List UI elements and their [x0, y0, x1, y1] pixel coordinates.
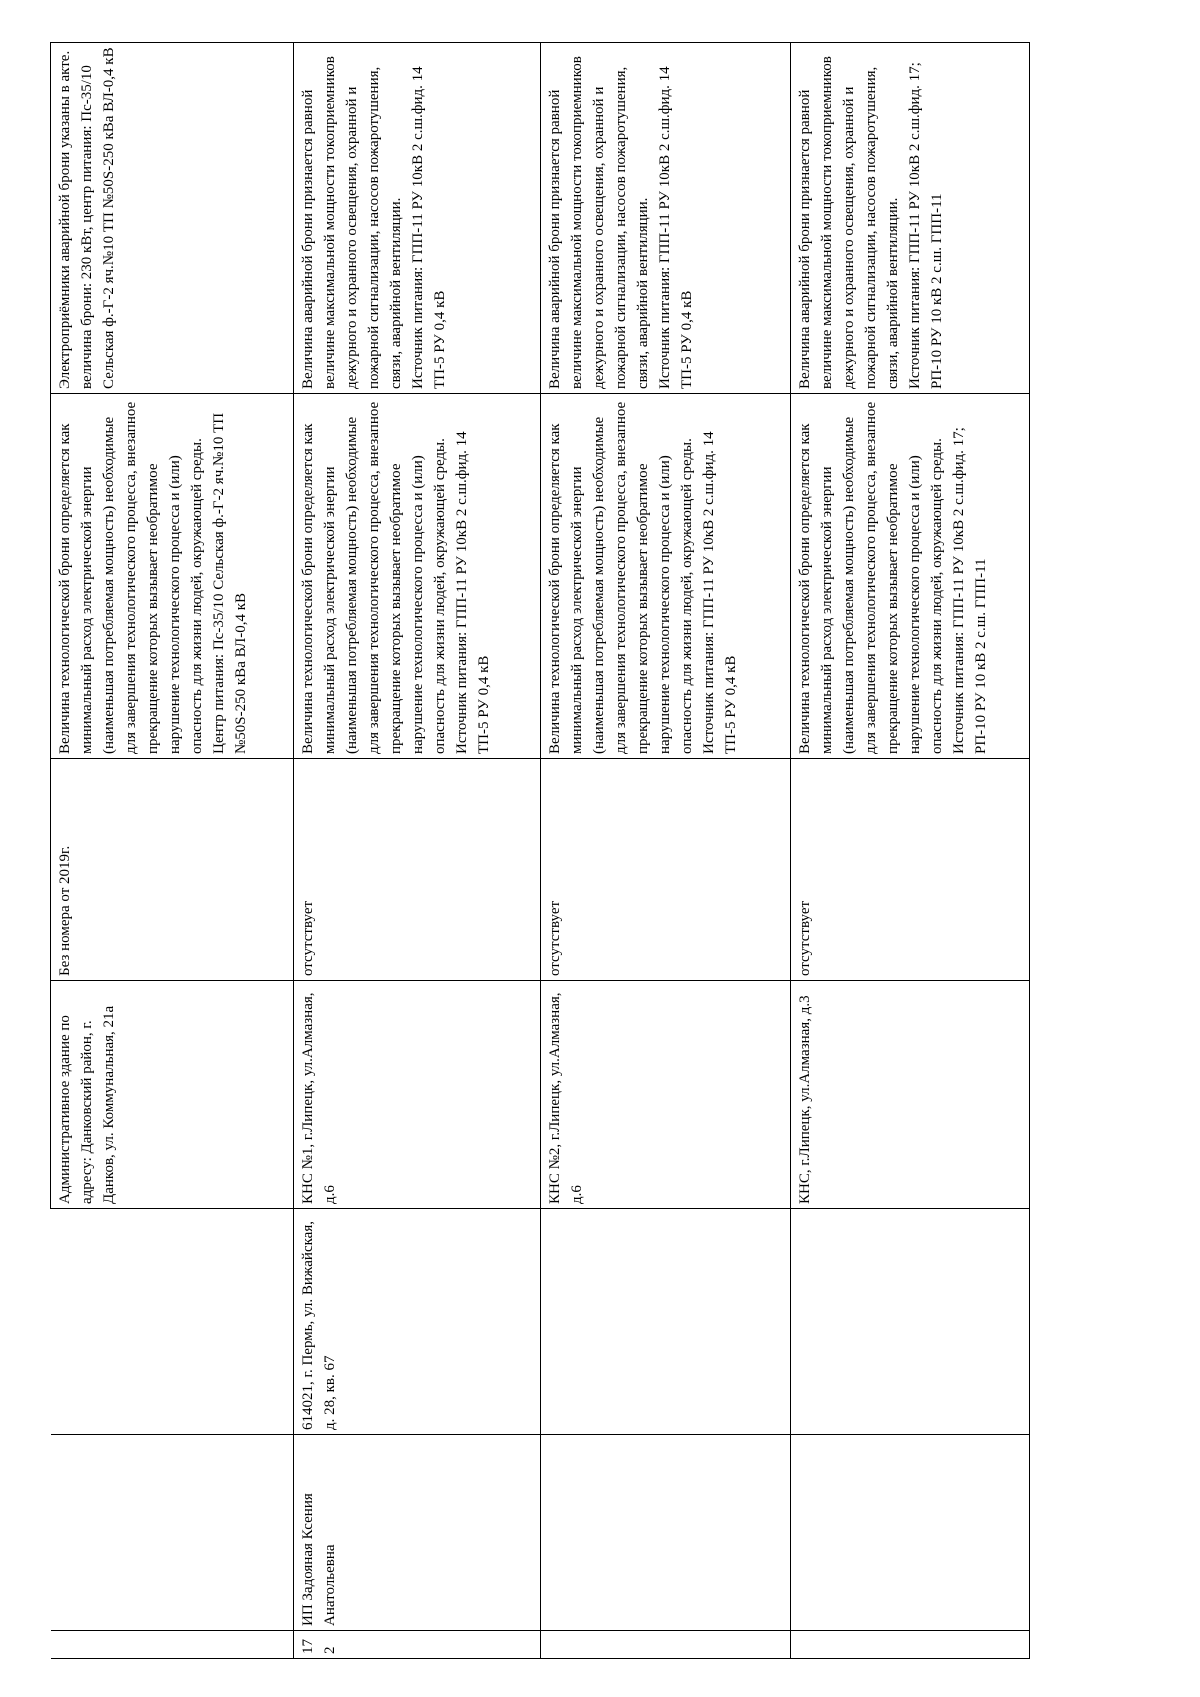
owner-address-cell — [541, 1209, 791, 1435]
emergency-reserve-cell: Величина аварийной брони признается равной величине максимальной мощности токоприемников дежурного и охранного освещения, охранной и пожарной сигнализации, насосов пожаротушения, связи, аварийной вентиляции. Источник питания: ГПП-11 РУ 10кВ 2 с.ш.фид. 14 ТП-5 РУ 0,4 кВ — [541, 43, 791, 394]
object-cell: КНС, г.Липецк, ул.Алмазная, д.3 — [791, 981, 1030, 1209]
owner-cell — [541, 1435, 791, 1631]
technological-reserve-cell: Величина технологической брони определяется как минимальный расход электрической энергии (наименьшая потребляемая мощность) необходимые для завершения технологического процесса, внезапное прекращение которых вызывает необратимое нарушение технологического процесса и (или) опасность для жизни людей, окружающей среды. Центр питания: Пс-35/10 Сельская ф.-Г-2 яч.№10 ТП №50S-250 кВа ВЛ-0,4 кВ — [51, 394, 294, 759]
owner-cell — [51, 1435, 294, 1631]
reservation-table — [50, 42, 1030, 1659]
act-cell: отсутствует — [294, 759, 541, 981]
technological-reserve-cell: Величина технологической брони определяется как минимальный расход электрической энергии (наименьшая потребляемая мощность) необходимые для завершения технологического процесса, внезапное прекращение которых вызывает необратимое нарушение технологического процесса и (или) опасность для жизни людей, окружающей среды. Источник питания: ГПП-11 РУ 10кВ 2 с.ш.фид. 14 ТП-5 РУ 0,4 кВ — [541, 394, 791, 759]
row-number-cell — [51, 1631, 294, 1659]
row-number-cell: 172 — [294, 1631, 541, 1659]
table-row — [541, 43, 791, 1659]
object-cell: Административное здание по адресу: Данковский район, г. Данков, ул. Коммунальная, 21а — [51, 981, 294, 1209]
row-number-cell — [791, 1631, 1030, 1659]
object-cell: КНС №2, г.Липецк, ул.Алмазная, д.6 — [541, 981, 791, 1209]
emergency-reserve-cell: Электроприёмники аварийной брони указаны в акте. величина брони: 230 кВт, центр питания: Пс-35/10 Сельская ф.-Г-2 яч.№10 ТП №50S-250 кВа ВЛ-0,4 кВ — [51, 43, 294, 394]
row-number-cell — [541, 1631, 791, 1659]
act-cell: отсутствует — [791, 759, 1030, 981]
technological-reserve-cell: Величина технологической брони определяется как минимальный расход электрической энергии (наименьшая потребляемая мощность) необходимые для завершения технологического процесса, внезапное прекращение которых вызывает необратимое нарушение технологического процесса и (или) опасность для жизни людей, окружающей среды. Источник питания: ГПП-11 РУ 10кВ 2 с.ш.фид. 14 ТП-5 РУ 0,4 кВ — [294, 394, 541, 759]
act-cell: Без номера от 2019г. — [51, 759, 294, 981]
object-cell: КНС №1, г.Липецк, ул.Алмазная, д.6 — [294, 981, 541, 1209]
act-cell: отсутствует — [541, 759, 791, 981]
owner-address-cell — [791, 1209, 1030, 1435]
emergency-reserve-cell: Величина аварийной брони признается равной величине максимальной мощности токоприемников дежурного и охранного освещения, охранной и пожарной сигнализации, насосов пожаротушения, связи, аварийной вентиляции. Источник питания: ГПП-11 РУ 10кВ 2 с.ш.фид. 17; РП-10 РУ 10 кВ 2 с.ш. ГПП-11 — [791, 43, 1030, 394]
emergency-reserve-cell: Величина аварийной брони признается равной величине максимальной мощности токоприемников дежурного и охранного освещения, охранной и пожарной сигнализации, насосов пожаротушения, связи, аварийной вентиляции. Источник питания: ГПП-11 РУ 10кВ 2 с.ш.фид. 14 ТП-5 РУ 0,4 кВ — [294, 43, 541, 394]
owner-address-cell — [51, 1209, 294, 1435]
owner-cell: ИП Задояная Ксения Анатольевна — [294, 1435, 541, 1631]
table-row — [294, 43, 541, 1659]
table-row — [51, 43, 294, 1659]
technological-reserve-cell: Величина технологической брони определяется как минимальный расход электрической энергии (наименьшая потребляемая мощность) необходимые для завершения технологического процесса, внезапное прекращение которых вызывает необратимое нарушение технологического процесса и (или) опасность для жизни людей, окружающей среды. Источник питания: ГПП-11 РУ 10кВ 2 с.ш.фид. 17; РП-10 РУ 10 кВ 2 с.ш. ГПП-11 — [791, 394, 1030, 759]
owner-address-cell: 614021, г. Пермь, ул. Вижайская, д. 28, кв. 67 — [294, 1209, 541, 1435]
owner-cell — [791, 1435, 1030, 1631]
table-row — [791, 43, 1030, 1659]
